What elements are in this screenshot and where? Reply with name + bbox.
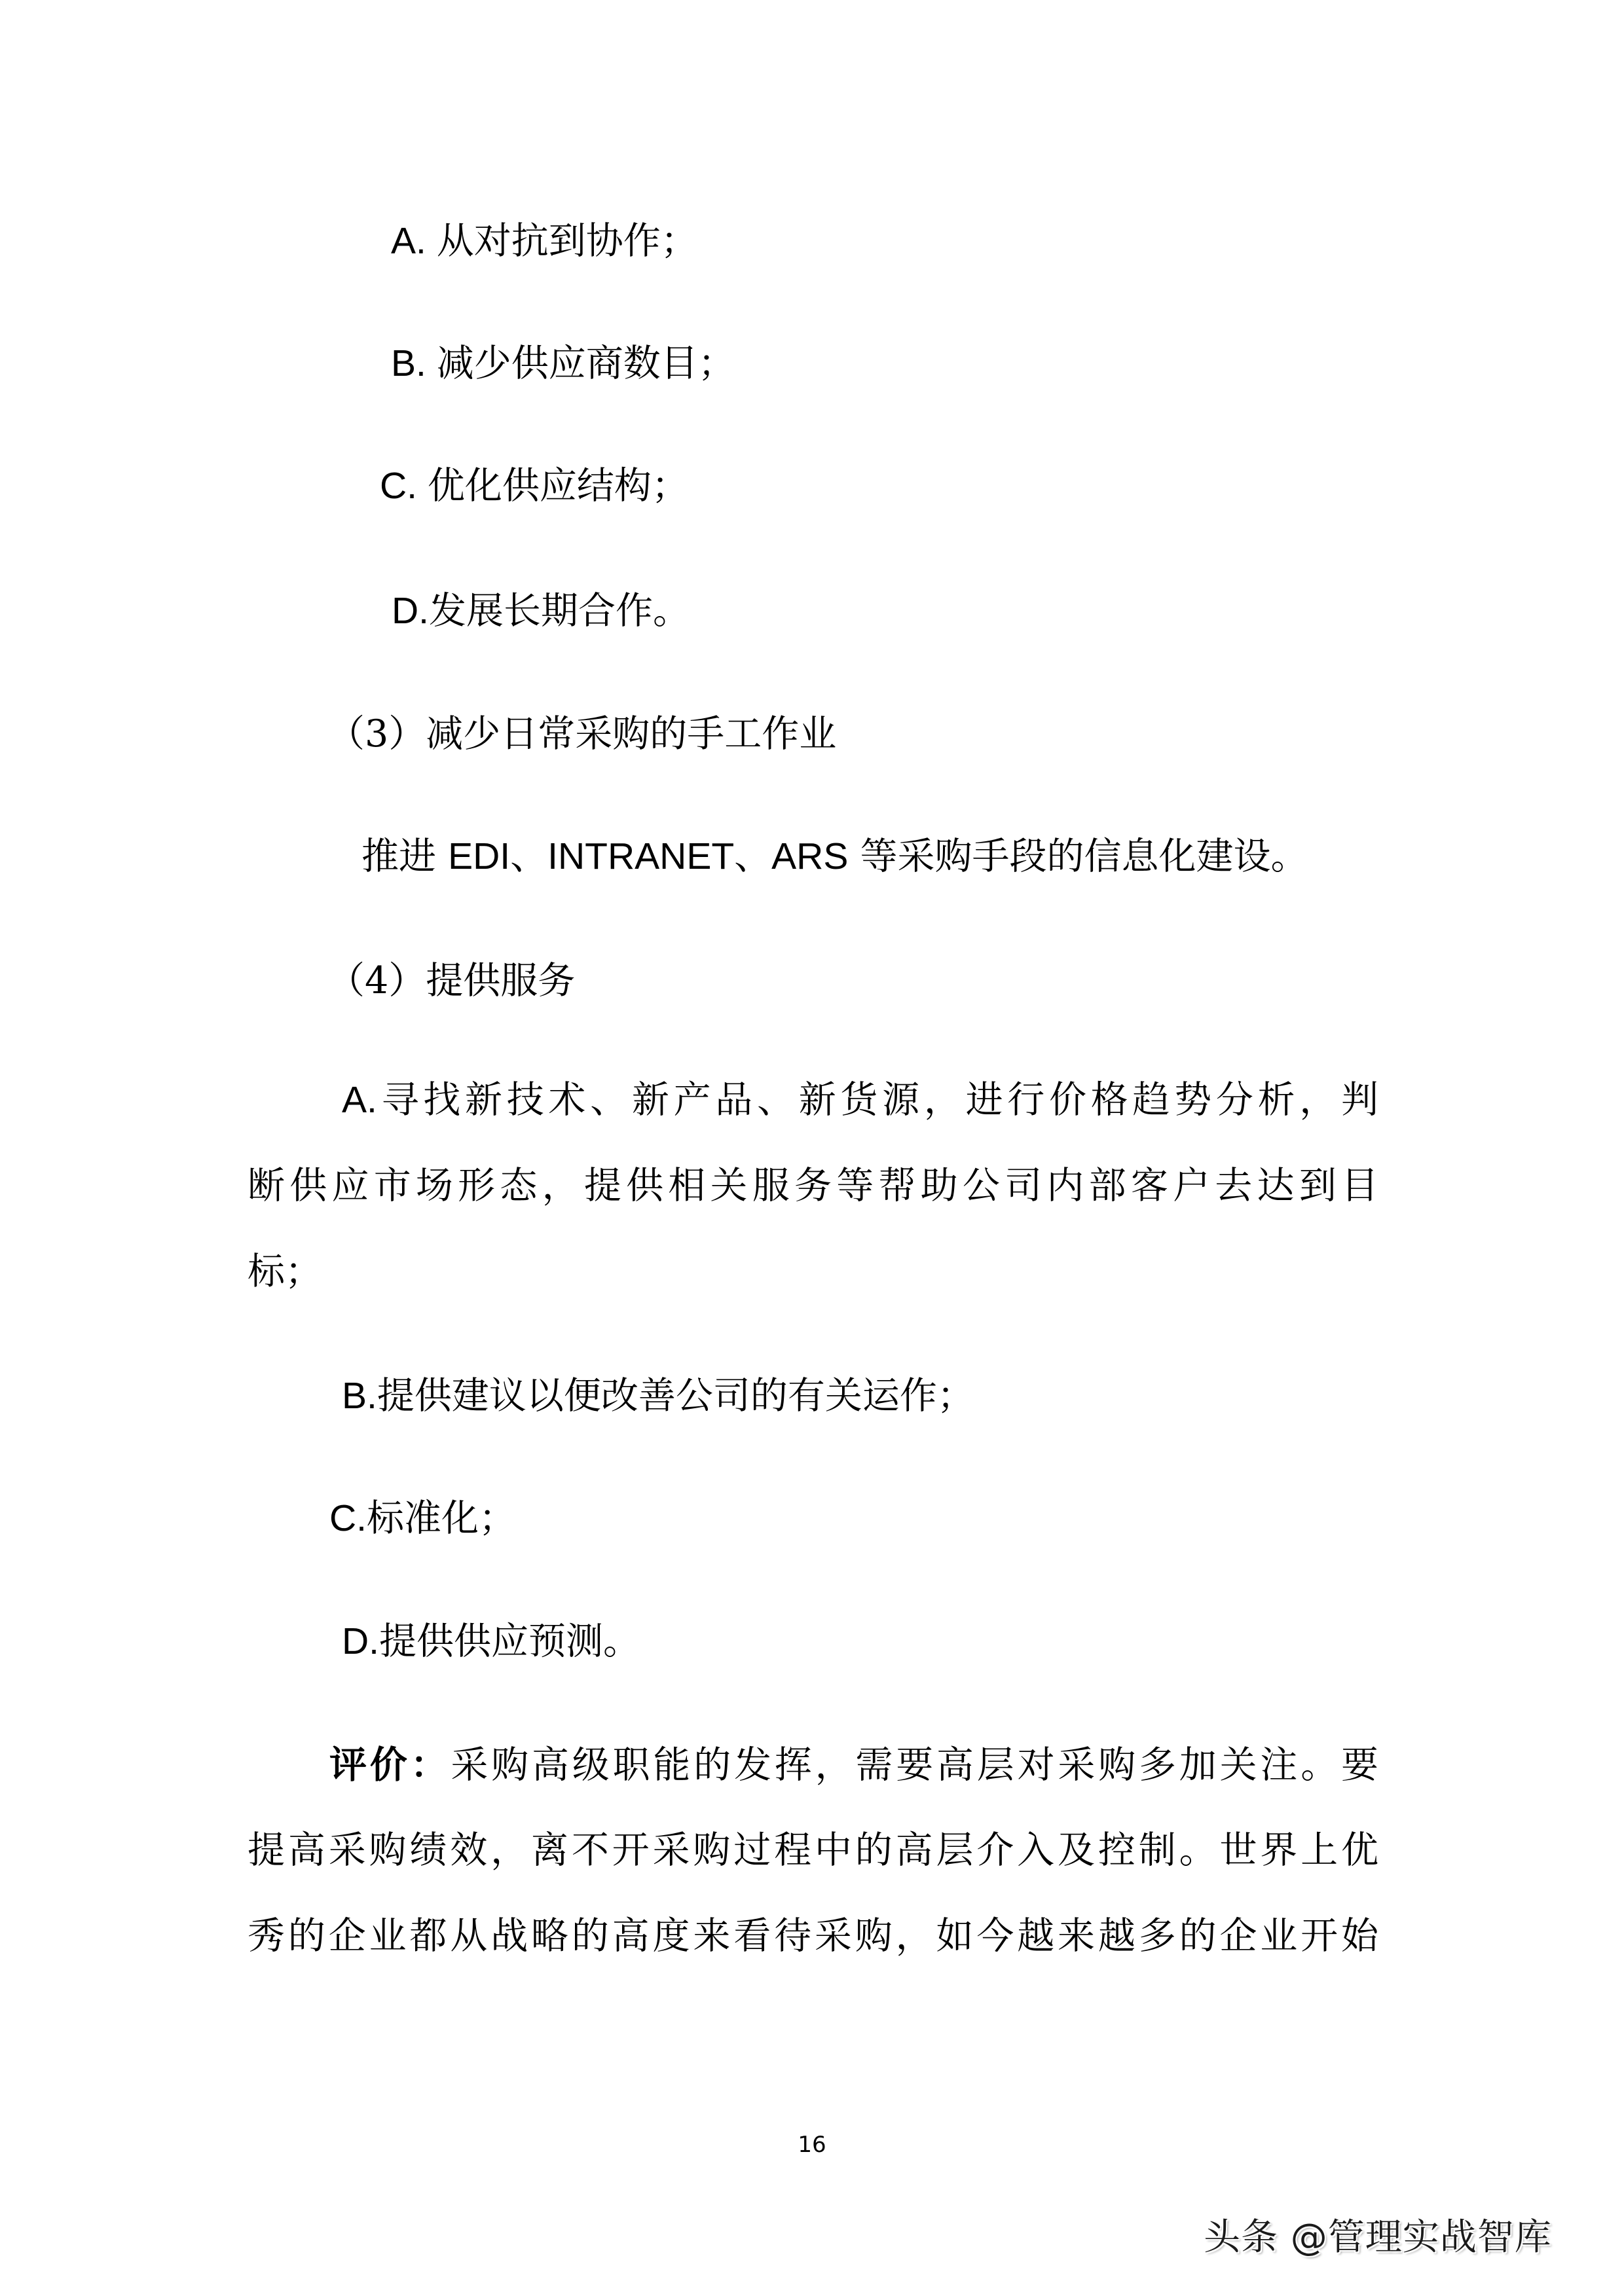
section-title: 提供服务 <box>426 959 576 1002</box>
list-marker: B. <box>342 1375 377 1417</box>
list-item-d <box>392 588 690 634</box>
paragraph-line: 标； <box>248 1250 322 1293</box>
service-item-c <box>329 1495 516 1541</box>
paragraph-line: 秀的企业都从战略的高度来看待采购，如今越来越多的企业开始 <box>248 1914 1378 1958</box>
list-marker: D. <box>392 590 429 632</box>
paragraph-line: 断供应市场形态，提供相关服务等帮助公司内部客户去达到目 <box>248 1164 1378 1207</box>
section-3-heading <box>327 711 836 757</box>
separator: 、 <box>510 835 548 878</box>
line-text: 采购高级职能的发挥，需要高层对采购多加关注。要 <box>451 1743 1379 1787</box>
list-marker: D. <box>342 1620 379 1662</box>
section-title: 减少日常采购的手工作业 <box>426 712 837 756</box>
list-item-b <box>391 340 735 386</box>
body-text: 推进 <box>361 835 449 878</box>
body-text: 等采购手段的信息化建设。 <box>848 835 1308 878</box>
list-text: 提供供应预测。 <box>379 1620 640 1663</box>
section-number: （3） <box>327 712 426 756</box>
line-text: 寻找新技术、新产品、新货源，进行价格趋势分析，判 <box>377 1078 1378 1121</box>
term-intranet: INTRANET <box>547 835 735 877</box>
term-edi: EDI <box>448 835 511 877</box>
term-ars: ARS <box>771 835 849 877</box>
list-text: 标准化； <box>367 1497 516 1540</box>
paragraph-line <box>248 1057 1378 1143</box>
list-text: 发展长期合作。 <box>429 589 690 632</box>
list-marker: C. <box>380 465 428 507</box>
section-3-body <box>361 833 1308 879</box>
evaluation-paragraph <box>248 1722 1378 1979</box>
paragraph-line <box>248 1722 1378 1808</box>
page-number: 16 <box>798 2132 826 2158</box>
list-marker: A. <box>342 1079 377 1121</box>
service-item-a <box>248 1057 1378 1315</box>
list-text: 从对抗到协作； <box>436 219 698 263</box>
section-number: （4） <box>327 959 426 1002</box>
list-marker: A. <box>391 220 437 262</box>
list-text: 提供建议以便改善公司的有关运作； <box>377 1374 974 1417</box>
source-watermark: 头条 @管理实战智库 <box>1204 2216 1552 2259</box>
list-text: 减少供应商数目； <box>436 342 735 385</box>
list-text: 优化供应结构； <box>427 464 689 507</box>
evaluation-label: 评价： <box>329 1743 451 1787</box>
service-item-d <box>342 1618 640 1664</box>
list-item-c <box>380 463 689 509</box>
section-4-heading <box>327 958 575 1004</box>
list-marker: B. <box>391 342 437 384</box>
list-item-a <box>391 218 698 264</box>
service-item-b <box>342 1373 974 1419</box>
list-marker: C. <box>329 1497 367 1539</box>
separator: 、 <box>734 835 772 878</box>
paragraph-line: 提高采购绩效，离不开采购过程中的高层介入及控制。世界上优 <box>248 1829 1378 1872</box>
